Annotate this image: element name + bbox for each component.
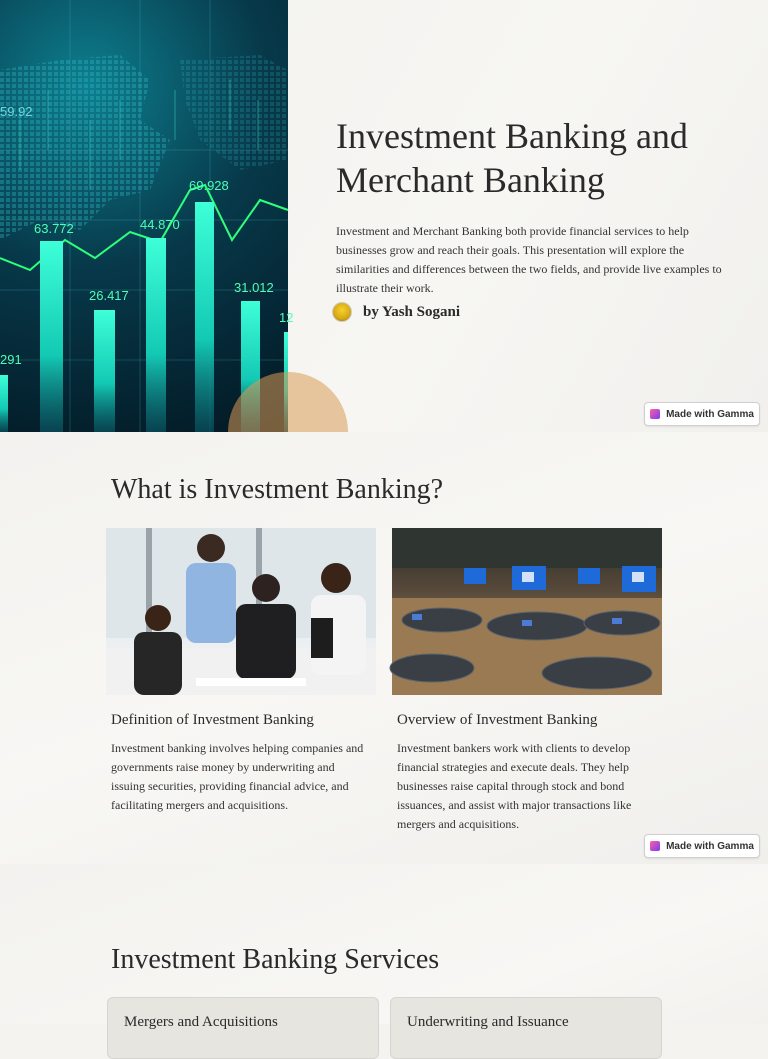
chart-label: 31.012 (234, 280, 274, 295)
business-meeting-photo (106, 528, 376, 695)
made-with-gamma-button[interactable] (644, 402, 760, 426)
chart-label: 69.928 (189, 178, 229, 193)
card-body: Investment bankers work with clients to develop financial strategies and execute deals. They help businesses raise capital through stock and bond issuances, and assist with major transactions like mergers and acquisitions. (397, 741, 632, 831)
section-title: Investment Banking Services (111, 944, 440, 975)
presentation-title: Investment Banking and Merchant Banking (336, 116, 688, 200)
services-slide (0, 864, 768, 1030)
avatar (332, 302, 352, 322)
chart-label: 63.772 (34, 221, 74, 236)
gamma-logo-icon (650, 841, 660, 851)
chart-label: 59.92 (0, 104, 33, 119)
gamma-logo-icon (650, 409, 660, 419)
stock-chart-image (0, 0, 294, 432)
chart-label: 44.870 (140, 217, 180, 232)
card-body: Investment banking involves helping companies and governments raise money by underwriting and issuing securities, providing financial advice, and facilitating mergers and acquisitions. (111, 741, 364, 812)
overview-card (392, 528, 662, 834)
chart-label: 26.417 (89, 288, 129, 303)
author-name: by Yash Sogani (363, 303, 460, 320)
definition-card (106, 528, 376, 815)
presentation-description: Investment and Merchant Banking both provide financial services to help businesses grow and reach their goals. This presentation will explore the similarities and differences between the two fields, and provide live examples to illustrate their work. (336, 224, 722, 295)
made-with-gamma-button[interactable] (644, 834, 760, 858)
service-title: Mergers and Acquisitions (124, 1014, 278, 1030)
badge-label: Made with Gamma (666, 840, 754, 852)
chart-label: 291 (0, 352, 22, 367)
section-title: What is Investment Banking? (111, 474, 444, 505)
author-byline (332, 302, 460, 322)
chart-label: 12 (279, 310, 294, 325)
title-slide (0, 0, 768, 432)
service-title: Underwriting and Issuance (407, 1014, 569, 1030)
card-heading: Definition of Investment Banking (111, 712, 314, 728)
service-card (390, 997, 662, 1059)
title-block (336, 114, 726, 298)
card-heading: Overview of Investment Banking (397, 712, 598, 728)
stock-exchange-floor-photo (392, 528, 662, 695)
what-is-ib-slide (0, 432, 768, 864)
service-card (107, 997, 379, 1059)
badge-label: Made with Gamma (666, 408, 754, 420)
